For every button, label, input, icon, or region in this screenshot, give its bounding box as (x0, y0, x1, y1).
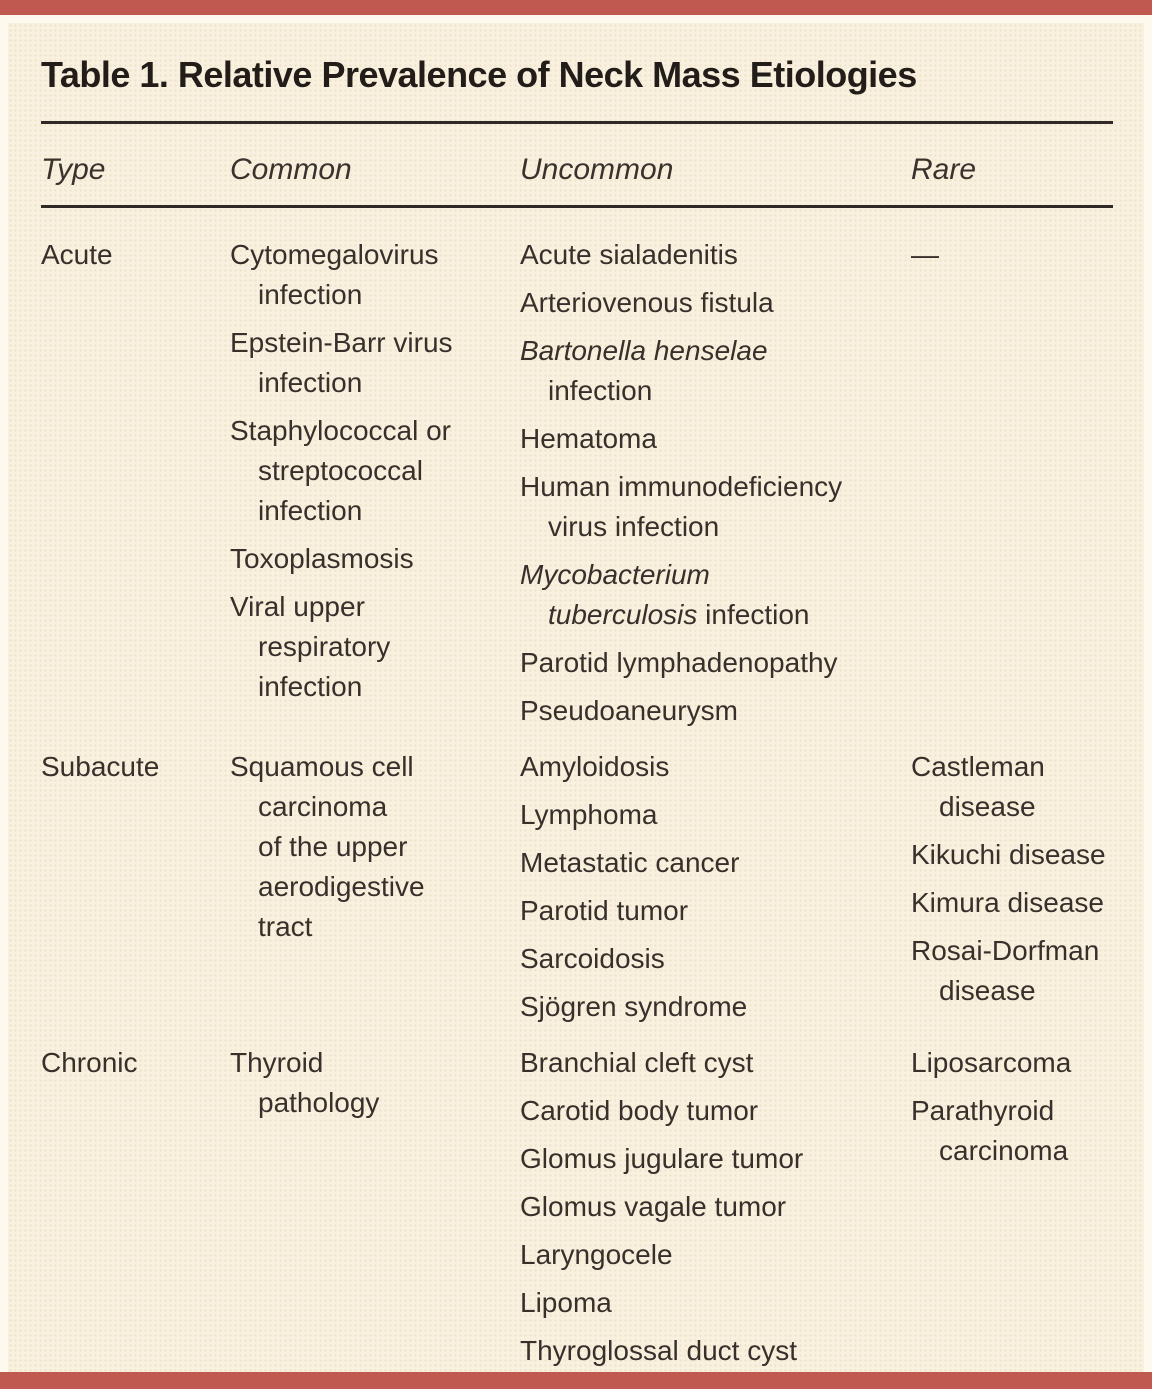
uncommon-cell (520, 235, 911, 731)
etiology-line: Toxoplasmosis (230, 543, 414, 574)
etiology-line-continuation: pathology (258, 1087, 380, 1118)
etiology-line: Mycobacterium (520, 559, 710, 590)
etiology-line-continuation: infection (258, 495, 363, 526)
etiology-item (911, 1043, 1113, 1083)
etiology-line-continuation: carcinoma (939, 1135, 1069, 1166)
etiology-line: Staphylococcal or (230, 415, 452, 446)
row-type-label (41, 747, 230, 787)
bottom-accent-bar (0, 1372, 1152, 1389)
etiology-line-continuation: tuberculosis infection (548, 599, 810, 630)
table-panel (8, 23, 1144, 1372)
column-header-rare: Rare (911, 153, 977, 186)
etiology-line-continuation: disease (939, 791, 1036, 822)
uncommon-cell (520, 1043, 911, 1371)
etiology-line: Chronic (41, 1047, 138, 1078)
etiology-line: Squamous cell (230, 751, 414, 782)
etiology-item (230, 587, 520, 707)
etiology-line: Acute sialadenitis (520, 239, 738, 270)
etiology-item (911, 931, 1113, 1011)
etiology-item (520, 891, 911, 931)
common-cell (230, 747, 520, 947)
etiology-item (520, 987, 911, 1027)
table-row-subacute (41, 747, 1144, 1027)
row-type-label (41, 235, 230, 275)
table-row-chronic (41, 1043, 1144, 1371)
etiology-line: Sarcoidosis (520, 943, 665, 974)
common-cell (230, 1043, 520, 1123)
etiology-item (520, 795, 911, 835)
etiology-line-continuation: aerodigestive (258, 871, 425, 902)
etiology-item (911, 1091, 1113, 1171)
etiology-line: Parotid tumor (520, 895, 689, 926)
etiology-line: Acute (41, 239, 113, 270)
etiology-line: Bartonella henselae (520, 335, 768, 366)
rare-cell (911, 1043, 1113, 1171)
type-cell (41, 1043, 230, 1083)
etiology-line: Pseudoaneurysm (520, 695, 738, 726)
etiology-item (520, 283, 911, 323)
etiology-line-continuation: of the upper (258, 831, 408, 862)
etiology-line: Lipoma (520, 1287, 612, 1318)
etiology-item (520, 331, 911, 411)
rare-cell (911, 747, 1113, 1011)
etiology-item (520, 1139, 911, 1179)
etiology-line: Laryngocele (520, 1239, 673, 1270)
etiology-line-continuation: disease (939, 975, 1036, 1006)
table-title: Table 1. Relative Prevalence of Neck Mass Etiologies (41, 54, 917, 95)
etiology-item (520, 1043, 911, 1083)
etiology-line: Subacute (41, 751, 160, 782)
etiology-line: Arteriovenous fistula (520, 287, 774, 318)
etiology-item (230, 411, 520, 531)
type-cell (41, 747, 230, 787)
etiology-line: Liposarcoma (911, 1047, 1072, 1078)
top-accent-bar (0, 0, 1152, 15)
etiology-line-continuation: infection (258, 671, 363, 702)
rare-cell (911, 235, 1113, 275)
row-type-label (41, 1043, 230, 1083)
etiology-item (520, 467, 911, 547)
header-rule (41, 205, 1113, 208)
etiology-line: Thyroglossal duct cyst (520, 1335, 797, 1366)
etiology-line-continuation: infection (258, 367, 363, 398)
etiology-item (520, 1283, 911, 1323)
etiology-item (520, 235, 911, 275)
column-header-common: Common (230, 153, 352, 186)
etiology-item (230, 235, 520, 315)
etiology-line: Rosai-Dorfman (911, 935, 1100, 966)
etiology-item (911, 835, 1113, 875)
etiology-item (520, 1331, 911, 1371)
etiology-line: Parotid lymphadenopathy (520, 647, 838, 678)
etiology-item (911, 883, 1113, 923)
etiology-line-continuation: carcinoma (258, 791, 388, 822)
etiology-item (230, 1043, 520, 1123)
etiology-line-continuation: infection (258, 279, 363, 310)
etiology-line-continuation: tract (258, 911, 313, 942)
etiology-item (520, 419, 911, 459)
etiology-line: Hematoma (520, 423, 657, 454)
etiology-line: Glomus vagale tumor (520, 1191, 787, 1222)
etiology-item (520, 1187, 911, 1227)
etiology-item (911, 747, 1113, 827)
etiology-item (230, 323, 520, 403)
etiology-item (520, 1235, 911, 1275)
etiology-item (230, 539, 520, 579)
table-row-acute (41, 235, 1144, 731)
etiology-line: Glomus jugulare tumor (520, 1143, 804, 1174)
type-cell (41, 235, 230, 275)
column-headers (41, 150, 1144, 190)
etiology-line: Branchial cleft cyst (520, 1047, 754, 1078)
table-body (41, 235, 1144, 1371)
etiology-line-continuation: virus infection (548, 511, 720, 542)
etiology-line: Sjögren syndrome (520, 991, 748, 1022)
common-cell (230, 235, 520, 707)
etiology-item (520, 691, 911, 731)
etiology-line: Human immunodeficiency (520, 471, 843, 502)
etiology-item (520, 555, 911, 635)
etiology-line: Kikuchi disease (911, 839, 1106, 870)
etiology-line-continuation: infection (548, 375, 653, 406)
etiology-item (911, 235, 1113, 275)
etiology-item (520, 643, 911, 683)
etiology-line: Viral upper (230, 591, 365, 622)
etiology-item (520, 843, 911, 883)
etiology-line: Kimura disease (911, 887, 1104, 918)
title-rule (41, 121, 1113, 124)
column-header-type: Type (41, 153, 106, 186)
etiology-line: Metastatic cancer (520, 847, 740, 878)
column-header-uncommon: Uncommon (520, 153, 674, 186)
etiology-item (520, 1091, 911, 1131)
etiology-line: Thyroid (230, 1047, 324, 1078)
etiology-item (230, 747, 520, 947)
etiology-line: Lymphoma (520, 799, 658, 830)
etiology-line: Amyloidosis (520, 751, 670, 782)
etiology-line-continuation: streptococcal (258, 455, 423, 486)
etiology-line: Carotid body tumor (520, 1095, 759, 1126)
etiology-line: — (911, 239, 939, 270)
uncommon-cell (520, 747, 911, 1027)
etiology-line-continuation: respiratory (258, 631, 391, 662)
etiology-line: Epstein-Barr virus (230, 327, 453, 358)
etiology-item (520, 747, 911, 787)
etiology-item (520, 939, 911, 979)
etiology-line: Castleman (911, 751, 1045, 782)
etiology-line: Cytomegalovirus (230, 239, 439, 270)
etiology-line: Parathyroid (911, 1095, 1055, 1126)
